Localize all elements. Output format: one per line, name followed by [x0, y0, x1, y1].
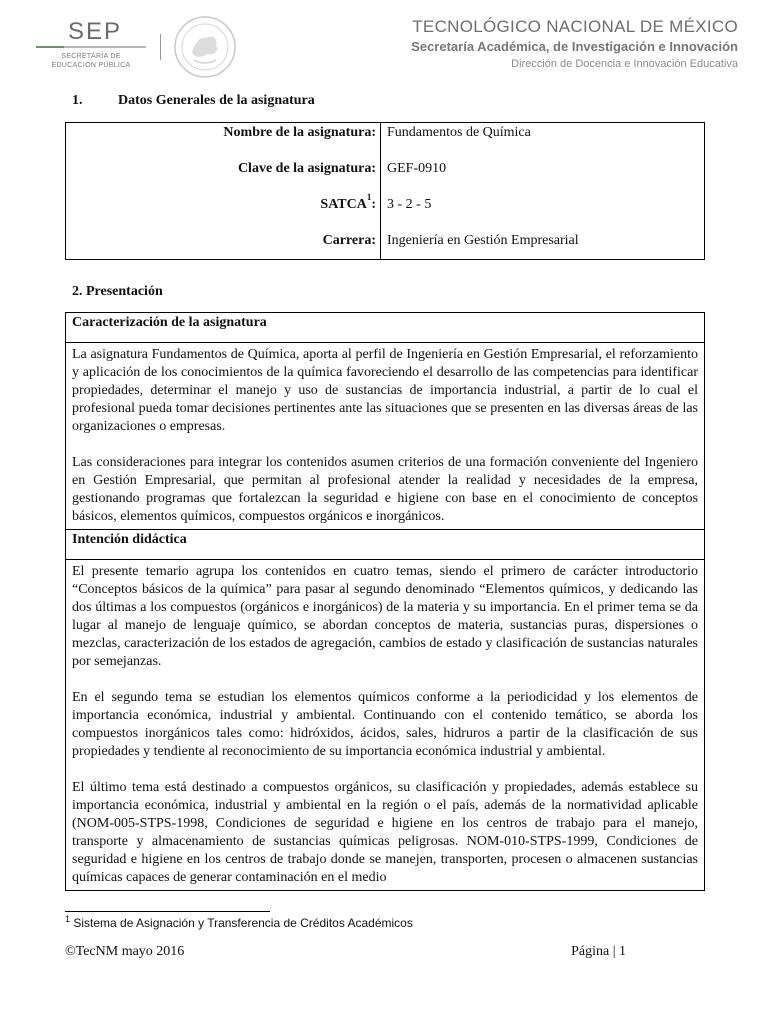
sep-logo-text: SEP [68, 18, 123, 45]
characterization-heading: Caracterización de la asignatura [66, 313, 704, 343]
row-value: 3 - 2 - 5 [387, 197, 432, 212]
row-value: Fundamentos de Química [387, 125, 531, 140]
sep-logo-accent [36, 46, 64, 48]
didactic-intent-body [66, 560, 704, 890]
mexico-seal-icon [172, 14, 238, 80]
paragraph: En el segundo tema se estudian los elementos químicos conforme a la periodicidad y los elementos de importancia económica, industrial y ambiental. Continuando con el contenido temático, se aborda los compuestos inorgánicos tales como: hidróxidos, ácidos, sales, hidruros a partir de la clasificación de sus propiedades y tendiente al reconocimiento de su importancia económica industrial y ambiental. [72, 690, 698, 759]
secretariat-name: Secretaría Académica, de Investigación e Innovación [411, 39, 738, 54]
institution-block [411, 16, 738, 72]
general-data-table [65, 122, 705, 260]
section-1-title: Datos Generales de la asignatura [118, 93, 315, 108]
section-2-heading: 2. Presentación [72, 284, 163, 299]
row-label: Nombre de la asignatura: [223, 125, 376, 140]
row-value: GEF-0910 [387, 161, 447, 176]
row-label: SATCA 1 : [320, 192, 376, 212]
satca-colon: : [371, 197, 376, 212]
footnote-mark: 1 [65, 914, 71, 924]
sep-subtitle-line-2: EDUCACIÓN PÚBLICA [51, 62, 131, 69]
satca-label: SATCA [320, 197, 367, 212]
page-header [0, 0, 768, 80]
institution-name: TECNOLÓGICO NACIONAL DE MÉXICO [412, 17, 738, 36]
sep-logo-subtitle [46, 52, 136, 70]
row-value: Ingeniería en Gestión Empresarial [387, 233, 579, 248]
characterization-body [66, 343, 704, 530]
footer-copyright: ©TecNM mayo 2016 [65, 944, 185, 959]
footnote-rule [65, 911, 270, 912]
labels-cell [66, 123, 381, 260]
row-label: Carrera: [322, 233, 376, 248]
section-1-heading [72, 93, 315, 109]
row-label: Clave de la asignatura: [237, 161, 376, 176]
section-1-number: 1. [72, 93, 83, 108]
paragraph: Las consideraciones para integrar los contenidos asumen criterios de una formación conveniente del Ingeniero en Gestión Empresarial, que permitan al profesional atender la realidad y necesidades de la empresa, gestionando programas que fortalezcan la seguridad e higiene con base en el conocimiento de conceptos básicos, elementos químicos, compuestos orgánicos e inorgánicos. [72, 455, 698, 524]
footnote [65, 916, 413, 930]
footer-page-number: Página | 1 [571, 944, 626, 959]
footnote-text: Sistema de Asignación y Transferencia de Créditos Académicos [70, 916, 413, 930]
paragraph: La asignatura Fundamentos de Química, aporta al perfil de Ingeniería en Gestión Empresarial, el reforzamiento y aplicación de los conocimientos de la química favoreciendo el desarrollo de las competencias para identificar propiedades, determinar el manejo y uso de sustancias de importancia industrial, a partir de lo cual el profesional pueda tomar decisiones pertinentes ante las situaciones que se presenten en las diversas áreas de las organizaciones o empresas. [72, 347, 698, 434]
paragraph: El último tema está destinado a compuestos orgánicos, su clasificación y propiedades, además establece su importancia económica, industrial y ambiental en la región o el país, además de la normatividad aplicable (NOM-005-STPS-1998, Condiciones de seguridad e higiene en los centros de trabajo para el manejo, transporte y almacenamiento de sustancias químicas peligrosas. NOM-010-STPS-1999, Condiciones de seguridad e higiene en los centros de trabajo donde se manejen, transporten, procesen o almacenen sustancias químicas capaces de generar contaminación en el medio [72, 780, 698, 885]
logo-divider [160, 34, 161, 60]
sep-subtitle-line-1: SECRETARÍA DE [61, 53, 121, 60]
presentation-box [65, 312, 705, 891]
values-cell [381, 123, 705, 260]
direction-name: Dirección de Docencia e Innovación Educativa [511, 58, 738, 70]
paragraph: El presente temario agrupa los contenidos en cuatro temas, siendo el primero de carácter introductorio “Conceptos básicos de la química” para pasar al segundo denominado “Elementos químicos, y dedicando las dos últimas a los compuestos (orgánicos e inorgánicos) de la materia y su importancia. En el primer tema se da lugar al manejo de lenguaje químico, se abordan conceptos de materia, sustancias puras, dispersiones o mezclas, caracterización de los estados de agregación, cambios de estado y clasificación de sustancias naturales por semejanzas. [72, 564, 698, 669]
didactic-intent-heading: Intención didáctica [66, 530, 704, 560]
